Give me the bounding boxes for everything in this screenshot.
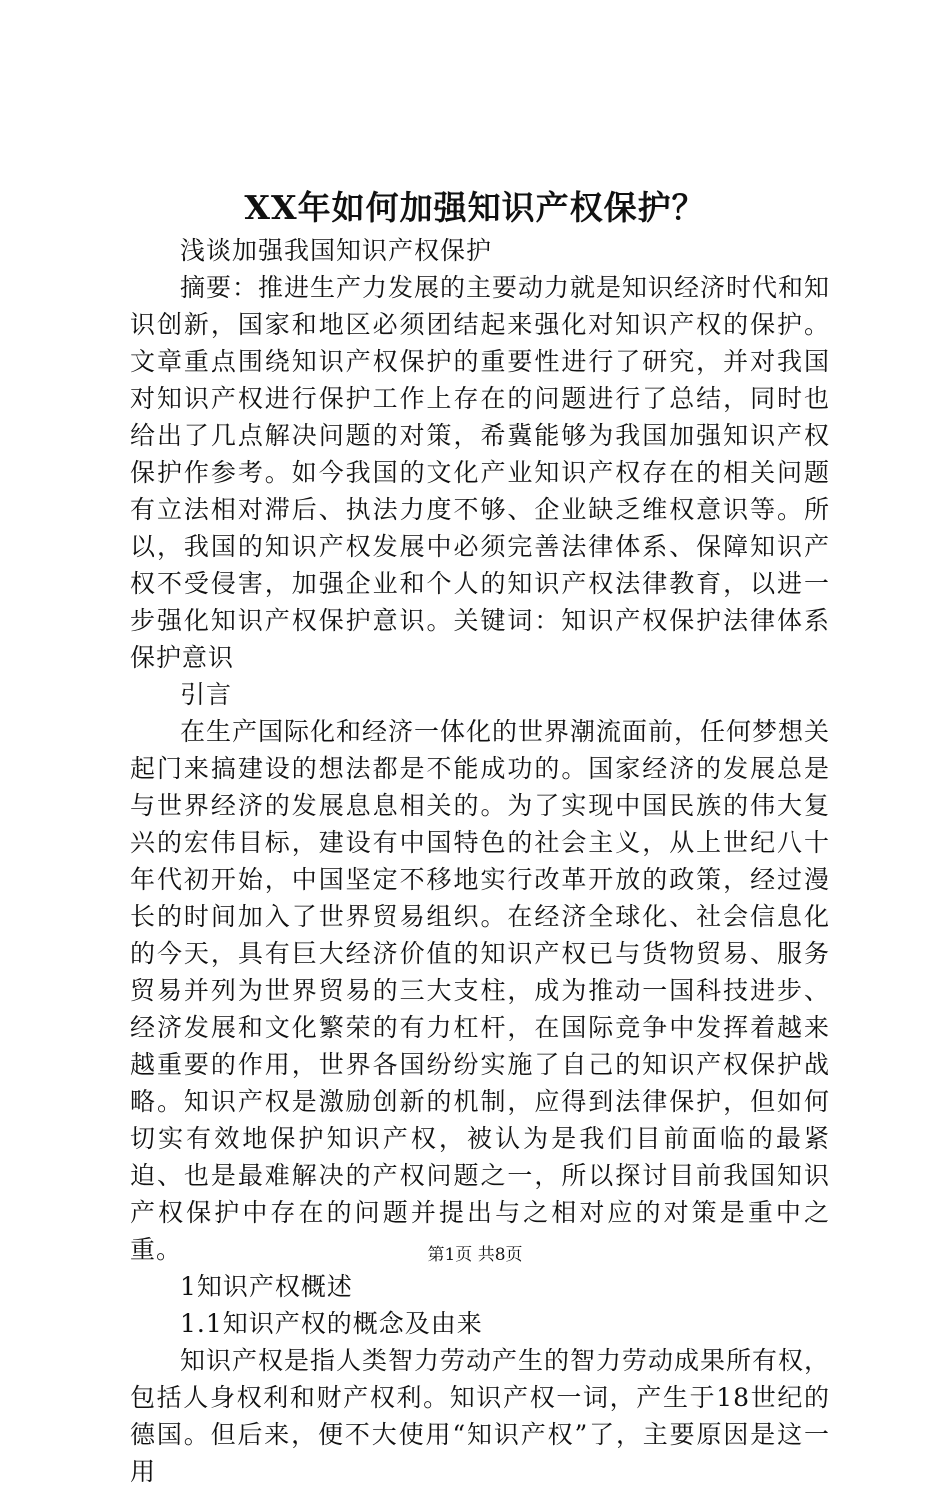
section-heading-1: 1知识产权概述 [180, 1272, 353, 1301]
subtitle-paragraph: 浅谈加强我国知识产权保护 [180, 236, 493, 265]
intro-heading: 引言 [180, 680, 233, 709]
abstract-paragraph: 摘要：推进生产力发展的主要动力就是知识经济时代和知识创新，国家和地区必须团结起来强化对知识产权的保护。文章重点围绕知识产权保护的重要性进行了研究，并对我国对知识产权进行保护工作上存在的问题进行了总结，同时也给出了几点解决问题的对策，希冀能够为我国加强知识产权保护作参考。如今我国的文化产业知识产权存在的相关问题有立法相对滞后、执法力度不够、企业缺乏维权意识等。所以，我国的知识产权发展中必须完善法律体系、保障知识产权不受侵害，加强企业和个人的知识产权法律教育，以进一步强化知识产权保护意识。关键词：知识产权保护法律体系保护意识 [130, 273, 831, 672]
document-title: XX年如何加强知识产权保护？ [244, 188, 706, 227]
section-paragraph: 知识产权是指人类智力劳动产生的智力劳动成果所有权，包括人身权利和财产权利。知识产权一词，产生于18世纪的德国。但后来，便不大使用“知识产权”了，主要原因是这一用 [130, 1346, 831, 1486]
intro-paragraph: 在生产国际化和经济一体化的世界潮流面前，任何梦想关起门来搞建设的想法都是不能成功的。国家经济的发展总是与世界经济的发展息息相关的。为了实现中国民族的伟大复兴的宏伟目标，建设有中国特色的社会主义，从上世纪八十年代初开始，中国坚定不移地实行改革开放的政策，经过漫长的时间加入了世界贸易组织。在经济全球化、社会信息化的今天，具有巨大经济价值的知识产权已与货物贸易、服务贸易并列为世界贸易的三大支柱，成为推动一国科技进步、经济发展和文化繁荣的有力杠杆，在国际竞争中发挥着越来越重要的作用，世界各国纷纷实施了自己的知识产权保护战略。知识产权是激励创新的机制，应得到法律保护，但如何切实有效地保护知识产权，被认为是我们目前面临的最紧迫、也是最难解决的产权问题之一，所以探讨目前我国知识产权保护中存在的问题并提出与之相对应的对策是重中之重。 [130, 717, 831, 1264]
section-heading-1-1: 1.1知识产权的概念及由来 [180, 1309, 483, 1338]
page-footer: 第1页 共8页 [427, 1245, 523, 1265]
document-body [130, 232, 830, 1490]
